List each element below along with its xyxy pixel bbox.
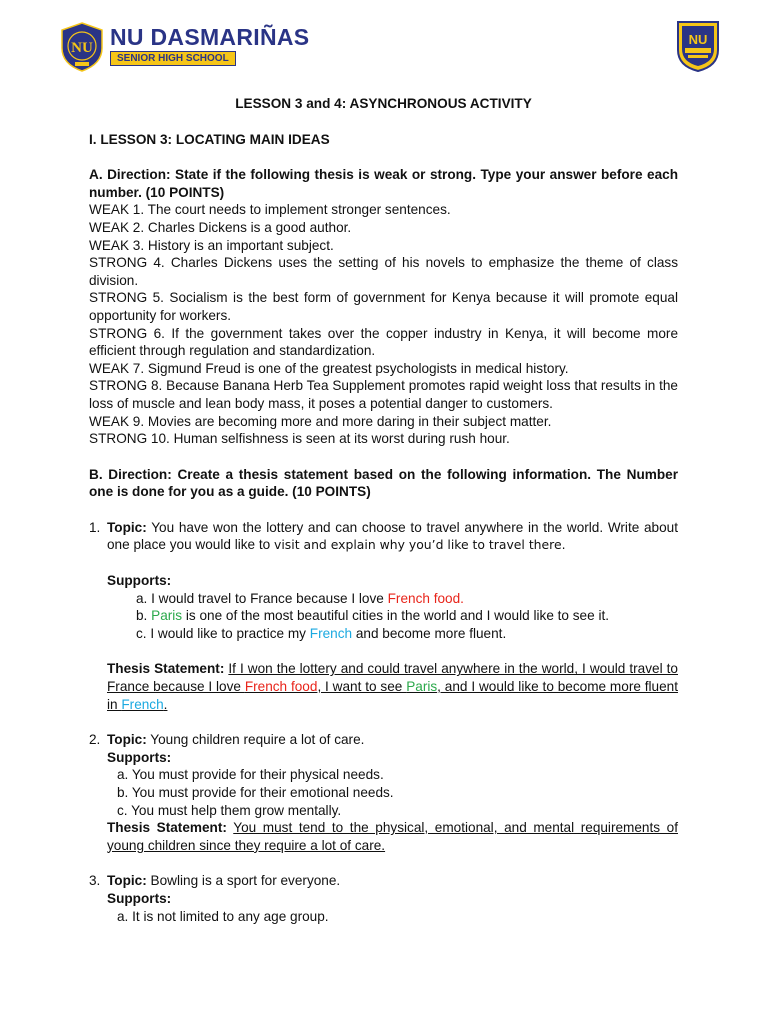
highlight-french-food: French food. [387, 590, 464, 606]
topic-label: Topic: [107, 732, 147, 748]
partA-item: STRONG 5. Socialism is the best form of government for Kenya because it will promote equal opportunity for workers. [89, 290, 678, 323]
partA-item: STRONG 4. Charles Dickens uses the setting of his novels to emphasize the theme of class division. [89, 255, 678, 288]
partA-item: WEAK 3. History is an important subject. [89, 237, 334, 253]
partA-list [89, 201, 678, 447]
partA-item: WEAK 1. The court needs to implement stronger sentences. [89, 202, 451, 218]
topic-text-cont: visit and explain why you’d like to travel there. [274, 537, 566, 553]
support-item: c. You must help them grow mentally. [117, 802, 342, 818]
question-2 [89, 731, 678, 749]
question-number: 2. [89, 732, 101, 748]
topic-label: Topic: [107, 519, 147, 535]
partA-item: WEAK 7. Sigmund Freud is one of the greatest psychologists in medical history. [89, 360, 569, 376]
thesis-label: Thesis Statement: [107, 661, 225, 677]
question-3 [89, 872, 678, 890]
support-item: a. It is not limited to any age group. [117, 908, 329, 924]
highlight-paris: Paris [151, 608, 183, 624]
page-header [0, 0, 768, 80]
supports-label: Supports: [107, 890, 172, 906]
support-item: b. Paris is one of the most beautiful cities in the world and I would like to see it. [136, 608, 610, 624]
nu-seal-logo [60, 22, 104, 72]
question-1 [89, 519, 678, 554]
svg-text:NU: NU [688, 32, 708, 47]
topic-text: Bowling is a sport for everyone. [150, 873, 341, 889]
highlight-french: French [309, 625, 353, 641]
partB-direction: B. Direction: Create a thesis statement based on the following information. The Number one is done for you as a guide. (10 POINTS) [89, 466, 678, 500]
question-number: 3. [89, 873, 101, 889]
partA-item: WEAK 2. Charles Dickens is a good author. [89, 219, 352, 235]
partA-item: STRONG 10. Human selfishness is seen at its worst during rush hour. [89, 431, 510, 447]
thesis-label: Thesis Statement: [107, 820, 227, 836]
svg-text:NU: NU [71, 40, 93, 56]
thesis-statement-1: Thesis Statement: If I won the lottery and could travel anywhere in the world, I would travel to France because I love French food, I want to see Paris, and I would like to become more fluent in French. [107, 661, 679, 712]
school-name: NU DASMARIÑAS [110, 24, 310, 50]
partA-item: WEAK 9. Movies are becoming more and more daring in their subject matter. [89, 413, 552, 429]
topic-text: Young children require a lot of care. [150, 732, 365, 748]
partA-item: STRONG 8. Because Banana Herb Tea Supplement promotes rapid weight loss that results in the loss of muscle and lean body mass, it poses a potential danger to customers. [89, 378, 678, 411]
support-item: c. I would like to practice my French and become more fluent. [136, 625, 507, 641]
support-item: b. You must provide for their emotional needs. [117, 785, 394, 800]
partA-direction: A. Direction: State if the following thesis is weak or strong. Type your answer before each number. (10 POINTS) [89, 167, 678, 200]
thesis-statement-2: Thesis Statement: You must tend to the physical, emotional, and mental requirements of young children since they require a lot of care. [107, 820, 678, 853]
topic-label: Topic: [107, 873, 147, 889]
topic-text: You have won the lottery and can choose to travel anywhere in the world. Write about one place you would like to [107, 519, 678, 553]
question-number: 1. [89, 519, 101, 535]
partA-item: STRONG 6. If the government takes over the copper industry in Kenya, it will become more efficient through regulation and standardization. [89, 325, 678, 359]
support-item: a. You must provide for their physical needs. [117, 767, 384, 783]
lesson3-heading: I. LESSON 3: LOCATING MAIN IDEAS [89, 131, 330, 147]
activity-title: LESSON 3 and 4: ASYNCHRONOUS ACTIVITY [235, 96, 532, 111]
supports-label: Supports: [107, 573, 172, 589]
supports-label: Supports: [107, 749, 172, 765]
support-item: a. I would travel to France because I love French food. [136, 590, 464, 606]
document-body [89, 95, 678, 925]
nu-shs-shield-logo [676, 20, 720, 72]
school-subtitle: SENIOR HIGH SCHOOL [110, 51, 236, 66]
